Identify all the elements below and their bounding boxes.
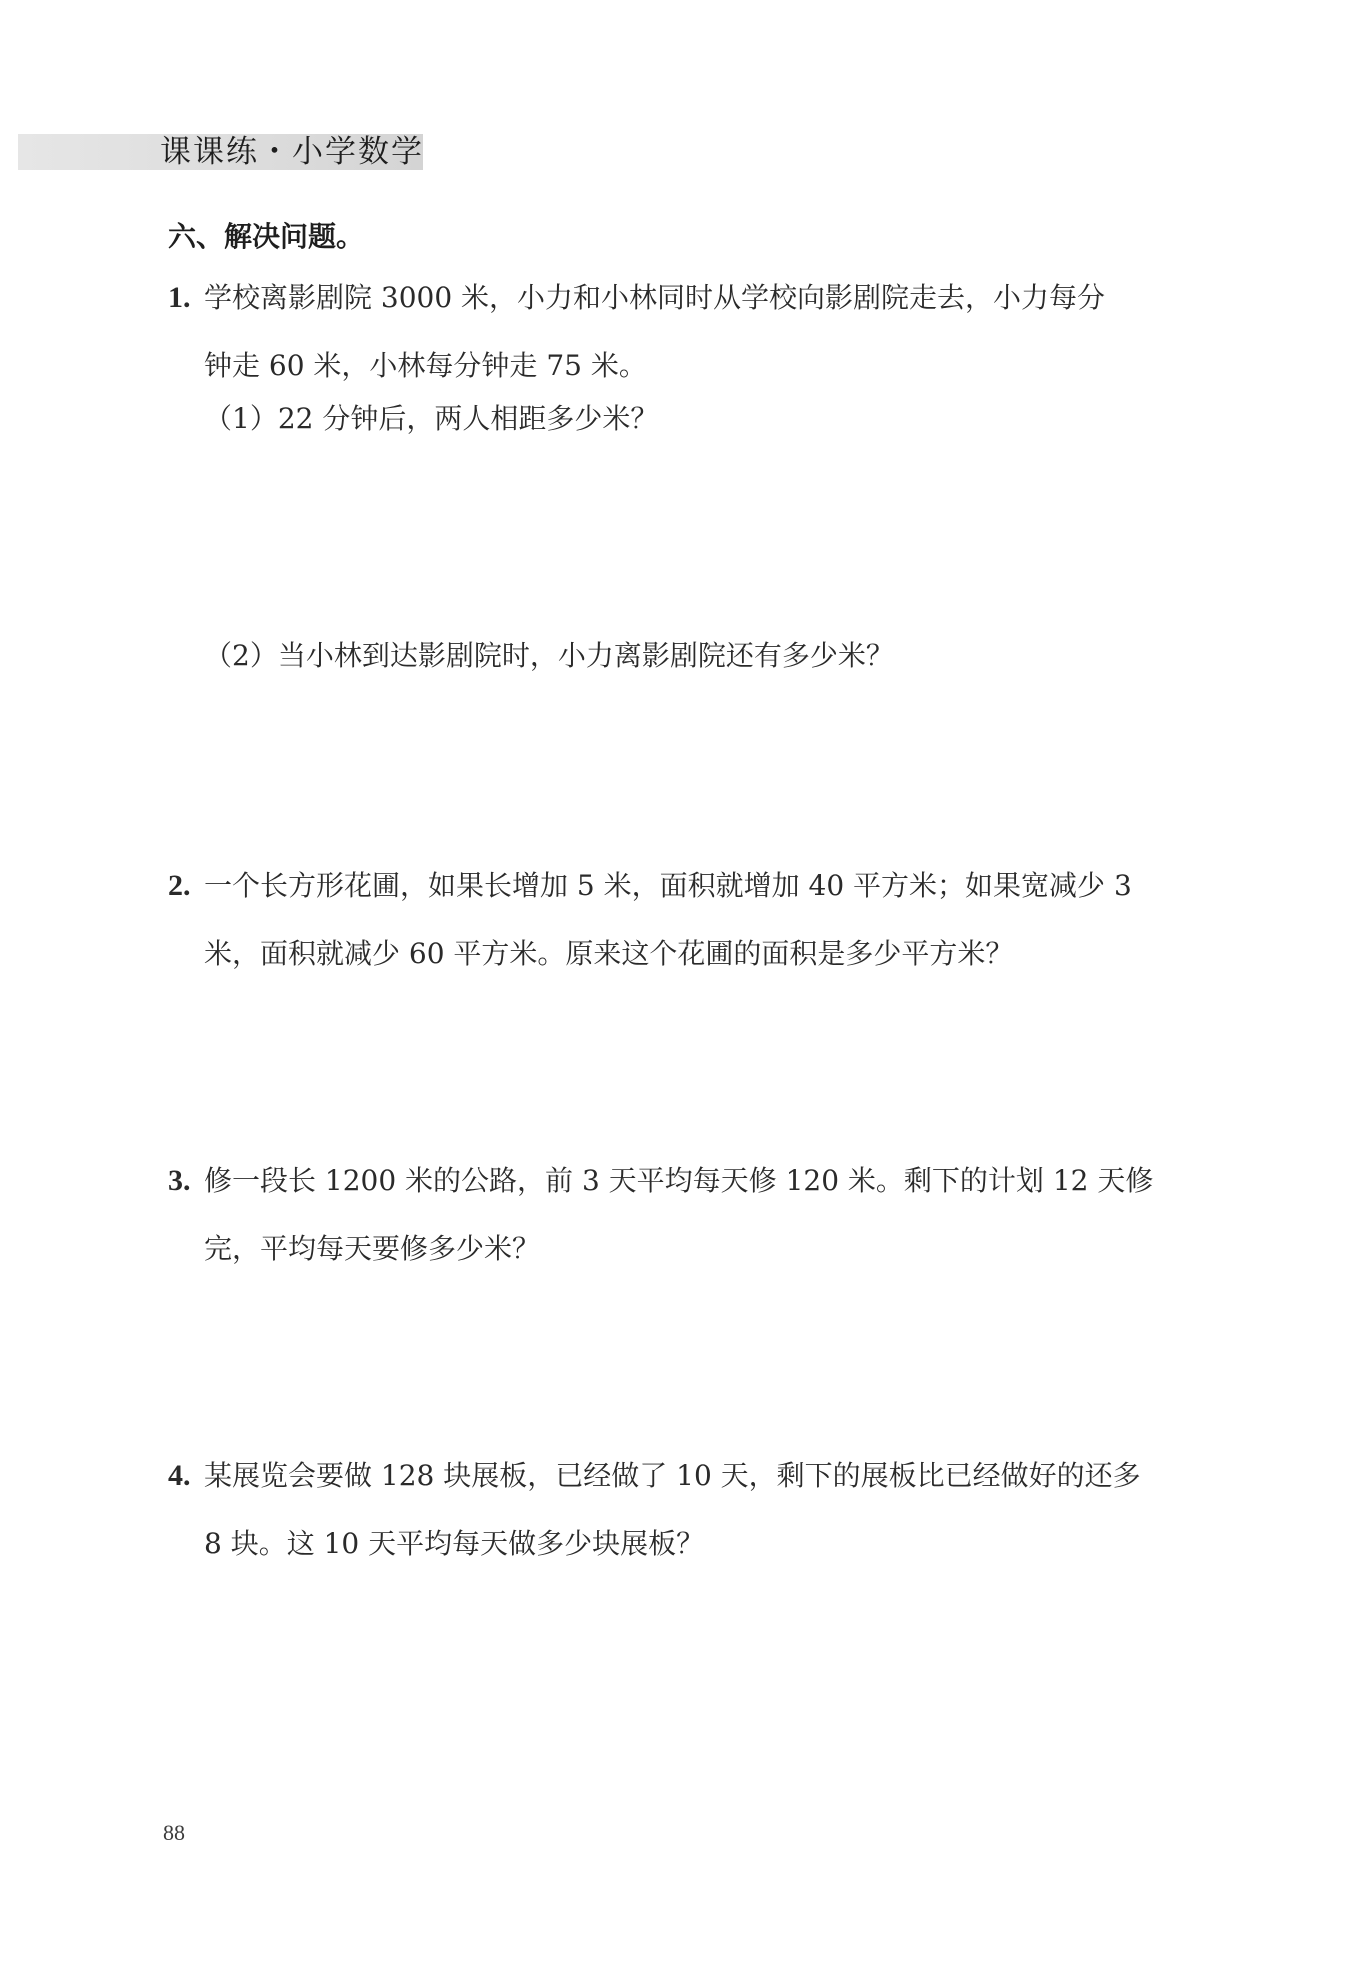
problem-1-subquestion-1: （1）22 分钟后，两人相距多少米？ bbox=[204, 402, 659, 435]
problem-1 bbox=[168, 264, 1228, 400]
problem-1-subquestion-2: （2）当小林到达影剧院时，小力离影剧院还有多少米？ bbox=[204, 639, 894, 672]
problem-number: 4. bbox=[168, 1459, 191, 1492]
problem-2-line-2: 米，面积就减少 60 平方米。原来这个花圃的面积是多少平方米？ bbox=[204, 937, 1014, 970]
problem-4-line-2: 8 块。这 10 天平均每天做多少块展板？ bbox=[204, 1527, 705, 1560]
book-header-title: 课课练・小学数学 bbox=[160, 134, 424, 170]
problem-text: 修一段长 1200 米的公路，前 3 天平均每天修 120 米。剩下的计划 12 天修 bbox=[204, 1164, 1154, 1197]
problem-3 bbox=[168, 1147, 1228, 1283]
page-number: 88 bbox=[163, 1820, 185, 1845]
problem-4 bbox=[168, 1442, 1228, 1578]
problem-1-line-1 bbox=[168, 264, 1228, 332]
problem-3-line-2: 完，平均每天要修多少米？ bbox=[204, 1232, 541, 1265]
problem-number: 2. bbox=[168, 869, 191, 902]
problem-text: 某展览会要做 128 块展板，已经做了 10 天，剩下的展板比已经做好的还多 bbox=[204, 1459, 1141, 1492]
problem-text: 一个长方形花圃，如果长增加 5 米，面积就增加 40 平方米；如果宽减少 3 bbox=[204, 869, 1132, 902]
problem-2-line-1 bbox=[168, 852, 1228, 920]
problem-text: 学校离影剧院 3000 米，小力和小林同时从学校向影剧院走去，小力每分 bbox=[204, 281, 1106, 314]
problem-number: 3. bbox=[168, 1164, 191, 1197]
problem-1-line-2: 钟走 60 米，小林每分钟走 75 米。 bbox=[204, 349, 647, 382]
problem-4-line-1 bbox=[168, 1442, 1228, 1510]
problem-3-line-1 bbox=[168, 1147, 1228, 1215]
problem-2 bbox=[168, 852, 1228, 988]
section-title: 六、解决问题。 bbox=[168, 220, 365, 253]
problem-number: 1. bbox=[168, 281, 191, 314]
